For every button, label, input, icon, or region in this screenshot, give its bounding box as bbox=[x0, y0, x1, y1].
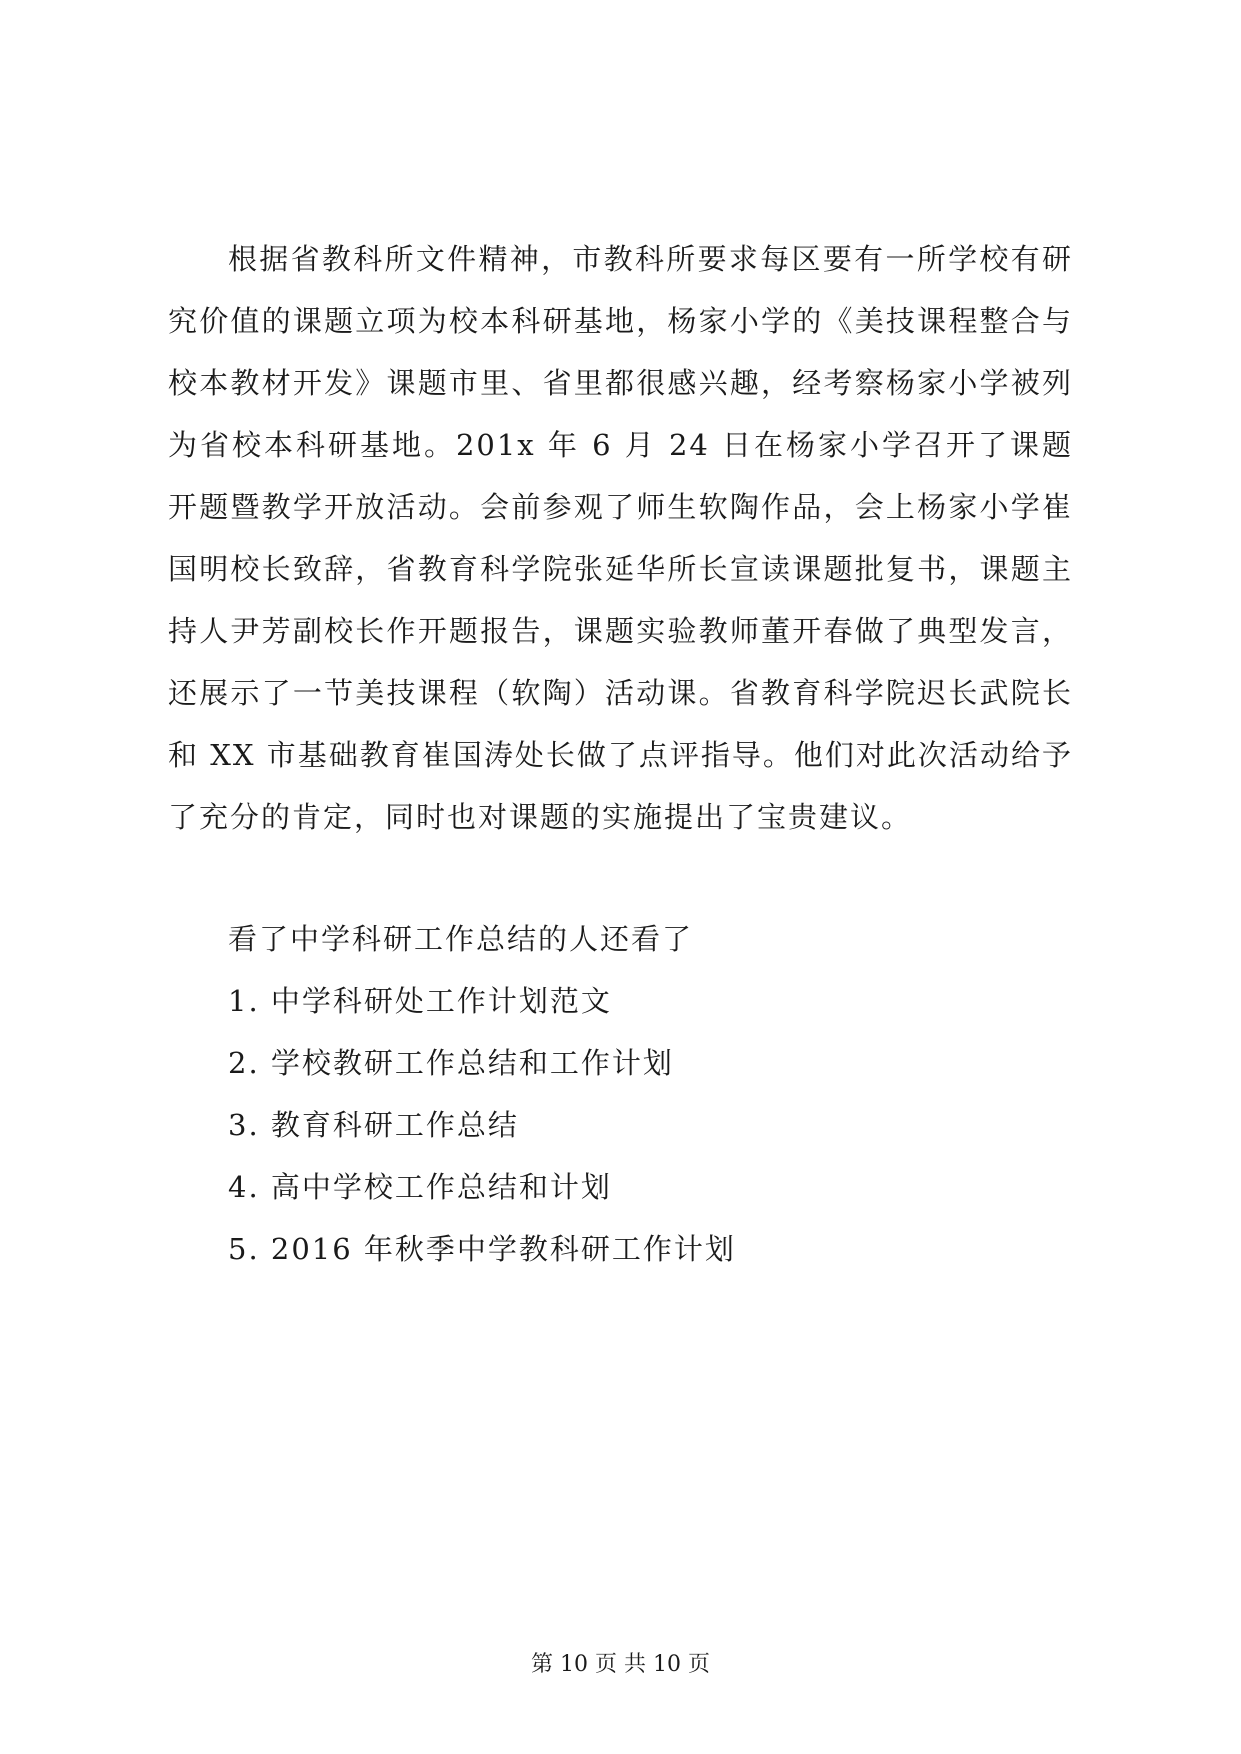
related-item: 1. 中学科研处工作计划范文 bbox=[228, 984, 612, 1018]
related-list bbox=[228, 908, 1073, 1280]
related-item: 2. 学校教研工作总结和工作计划 bbox=[228, 1046, 674, 1080]
related-heading: 看了中学科研工作总结的人还看了 bbox=[228, 922, 694, 956]
page-number-footer: 第 10 页 共 10 页 bbox=[531, 1652, 710, 1677]
related-item: 5. 2016 年秋季中学教科研工作计划 bbox=[228, 1232, 736, 1266]
related-item: 3. 教育科研工作总结 bbox=[228, 1108, 519, 1142]
related-item: 4. 高中学校工作总结和计划 bbox=[228, 1170, 612, 1204]
body-paragraph: 根据省教科所文件精神，市教科所要求每区要有一所学校有研究价值的课题立项为校本科研基地，杨家小学的《美技课程整合与校本教材开发》课题市里、省里都很感兴趣，经考察杨家小学被列为省校本科研基地。201x 年 6 月 24 日在杨家小学召开了课题开题暨教学开放活动。会前参观了师生软陶作品，会上杨家小学崔国明校长致辞，省教育科学院张延华所长宣读课题批复书，课题主持人尹芳副校长作开题报告，课题实验教师董开春做了典型发言，还展示了一节美技课程（软陶）活动课。省教育科学院迟长武院长和 XX 市基础教育崔国涛处长做了点评指导。他们对此次活动给予了充分的肯定，同时也对课题的实施提出了宝贵建议。 bbox=[168, 242, 1073, 834]
